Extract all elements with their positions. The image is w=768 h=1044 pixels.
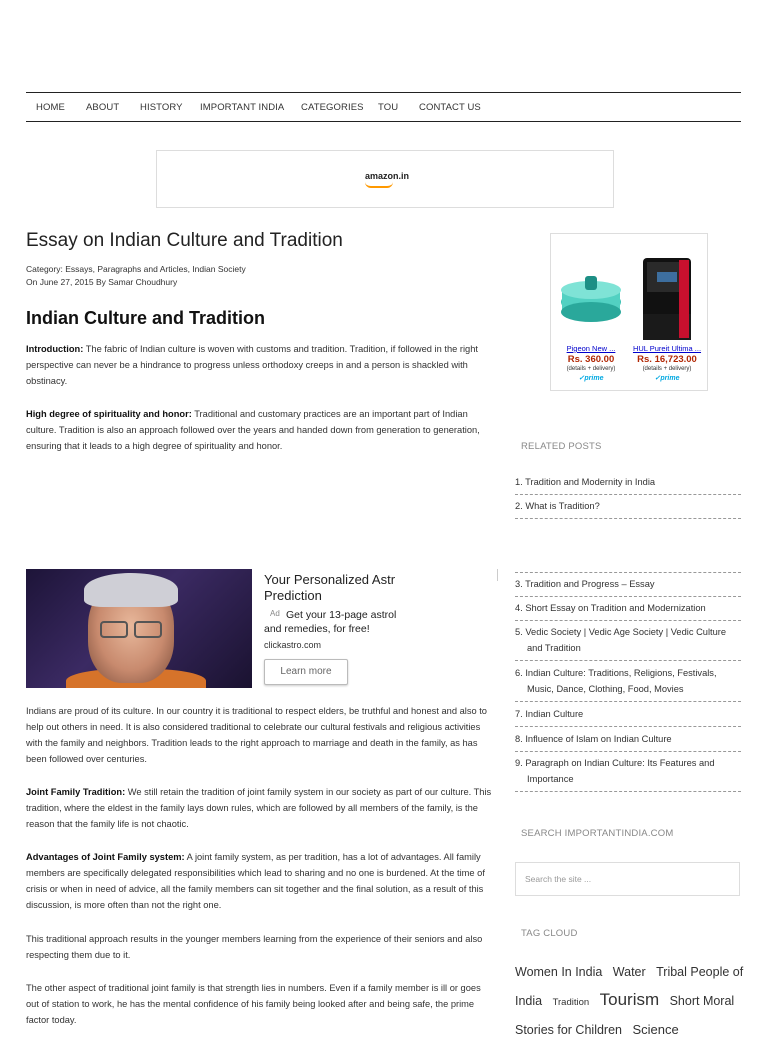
tag-link[interactable]: Science — [632, 1022, 679, 1037]
related-divider — [515, 572, 741, 573]
related-post-item[interactable]: 9. Paragraph on Indian Culture: Its Features and Importance — [515, 755, 741, 792]
tag-link[interactable]: Tradition — [552, 997, 590, 1008]
tag-cloud-heading: TAG CLOUD — [521, 928, 578, 939]
top-banner-ad[interactable] — [156, 150, 614, 208]
nav-contact-us[interactable]: CONTACT US — [419, 102, 481, 113]
paragraph-text: Indians are proud of its culture. In our country it is traditional to respect elders, be truthful and honest and also to help out others in need. It is also considered traditional to celebrate our cultural festivals and religious activities with the family and neighbors. Tradition leads to the right approach to marriage and death in the family, as has been followed over centuries. — [26, 706, 487, 764]
astrology-ad[interactable] — [26, 569, 496, 689]
amazon-logo: amazon.in — [365, 171, 410, 181]
related-post-item[interactable]: 1. Tradition and Modernity in India — [515, 474, 741, 495]
nav-important-india[interactable]: IMPORTANT INDIA — [200, 102, 285, 113]
chopper-image-icon — [559, 254, 623, 342]
product-purifier[interactable] — [631, 254, 703, 384]
tag-link[interactable]: Short Moral Stories for Children — [515, 994, 735, 1037]
paragraph-text: A joint family system, as per tradition, has a lot of advantages. All family members are specifically delegated responsibilities which lead to sharing and no one is burdened. At the time of crisis or when in need of advice, all the family members can sit together and the final solution, as a result of this discussion, is more often than not the right one. — [26, 852, 485, 910]
learn-more-button[interactable]: Learn more — [264, 659, 348, 685]
paragraph-indians-proud — [26, 703, 496, 767]
related-post-item[interactable]: 7. Indian Culture — [515, 706, 741, 727]
paragraph-text: This traditional approach results in the younger members learning from the experience of their seniors and also respecting them due to it. — [26, 934, 483, 960]
article-title: Essay on Indian Culture and Tradition — [26, 230, 343, 251]
product-price: Rs. 360.00 — [567, 354, 615, 365]
water-purifier-image-icon — [635, 254, 699, 342]
article-meta — [26, 263, 246, 289]
main-navigation — [26, 92, 741, 122]
article-subheading: Indian Culture and Tradition — [26, 308, 266, 328]
paragraph-text: The other aspect of traditional joint family is that strength lies in numbers. Even if a family member is ill or goes out of station to work, he has the mental confidence of his family being looked after and being safe, the prime factor today. — [26, 983, 481, 1025]
related-post-item[interactable]: 4. Short Essay on Tradition and Modernization — [515, 600, 741, 621]
product-name[interactable]: Pigeon New ... — [566, 344, 616, 353]
ad-description-line: and remedies, for free! — [264, 623, 370, 635]
paragraph-younger-members — [26, 931, 496, 963]
related-post-link[interactable]: Short Essay on Tradition and Modernization — [525, 603, 706, 613]
ad-badge: Ad — [270, 609, 280, 618]
product-name[interactable]: HUL Pureit Ultima ... — [632, 344, 702, 353]
search-input[interactable] — [515, 862, 740, 896]
related-post-link[interactable]: Indian Culture — [525, 709, 584, 719]
tag-link[interactable]: Water — [612, 965, 646, 979]
ad-description — [264, 608, 406, 636]
related-posts-heading: RELATED POSTS — [521, 441, 602, 452]
paragraph-spirituality — [26, 406, 496, 454]
related-post-link[interactable]: Vedic Society | Vedic Age Society | Vedic Culture and Tradition — [525, 627, 727, 653]
tag-cloud — [515, 958, 745, 1044]
ad-divider — [497, 569, 498, 581]
related-post-item[interactable]: 3. Tradition and Progress – Essay — [515, 576, 741, 597]
amazon-product-ad[interactable] — [550, 233, 708, 391]
paragraph-introduction — [26, 341, 496, 389]
ad-domain: clickastro.com — [264, 640, 322, 650]
category-label: Category: — [26, 264, 66, 274]
nav-about[interactable]: ABOUT — [86, 102, 120, 113]
paragraph-text: We still retain the tradition of joint family system in our society as part of our culture. This tradition, where the eldest in the family lays down rules, which are followed by all members of the family, is the reason that the family life is not chaotic. — [26, 787, 492, 829]
related-post-link[interactable]: Influence of Islam on Indian Culture — [525, 734, 672, 744]
related-post-item[interactable]: 6. Indian Culture: Traditions, Religions, Festivals, Music, Dance, Clothing, Food, Movies — [515, 665, 741, 702]
paragraph-text: Traditional and customary practices are an important part of Indian culture. Tradition is also an approach followed over the years and handed down from generation to generation, ensuring that it leads to a high degree of spirituality and honor. — [26, 409, 480, 451]
product-chopper[interactable] — [555, 254, 627, 384]
paragraph-lead: High degree of spirituality and honor: — [26, 409, 192, 419]
ad-headline-line: Prediction — [264, 588, 322, 603]
product-delivery[interactable]: (details + delivery) — [566, 366, 616, 372]
related-post-link[interactable]: What is Tradition? — [525, 501, 600, 511]
date-author-line: On June 27, 2015 By Samar Choudhury — [26, 277, 178, 287]
prime-badge: ✓prime — [654, 375, 680, 382]
category-links[interactable]: Essays, Paragraphs and Articles, Indian Society — [65, 264, 246, 274]
paragraph-lead: Joint Family Tradition: — [26, 787, 126, 797]
related-post-link[interactable]: Paragraph on Indian Culture: Its Features and Importance — [525, 758, 715, 784]
related-post-link[interactable]: Tradition and Progress – Essay — [525, 579, 655, 589]
prime-badge: ✓prime — [578, 375, 604, 382]
ad-headline[interactable] — [264, 572, 414, 604]
ad-headline-line: Your Personalized Astr — [264, 572, 396, 587]
nav-categories[interactable]: CATEGORIES — [301, 102, 364, 113]
paragraph-joint-family — [26, 784, 496, 832]
paragraph-text: The fabric of Indian culture is woven with customs and tradition. Tradition, if followed in the right perspective can never be a hindrance to progress unless orthodoxy creeps in and a person is shackled with obstinacy. — [26, 344, 478, 386]
nav-history[interactable]: HISTORY — [140, 102, 183, 113]
related-post-item[interactable]: 2. What is Tradition? — [515, 498, 741, 519]
ad-image-man[interactable] — [26, 569, 252, 688]
tag-link[interactable]: Tourism — [599, 990, 660, 1009]
related-post-item[interactable]: 8. Influence of Islam on Indian Culture — [515, 731, 741, 752]
amazon-smile-icon — [365, 182, 393, 188]
product-delivery[interactable]: (details + delivery) — [642, 366, 692, 372]
paragraph-lead: Introduction: — [26, 344, 84, 354]
related-post-link[interactable]: Indian Culture: Traditions, Religions, Festivals, Music, Dance, Clothing, Food, Movies — [525, 668, 717, 694]
paragraph-advantages — [26, 849, 496, 913]
related-post-item[interactable]: 5. Vedic Society | Vedic Age Society | Vedic Culture and Tradition — [515, 624, 741, 661]
paragraph-strength-numbers — [26, 980, 496, 1028]
search-heading: SEARCH IMPORTANTINDIA.COM — [521, 828, 674, 839]
paragraph-lead: Advantages of Joint Family system: — [26, 852, 185, 862]
tag-link[interactable]: Tribal People of India — [515, 965, 744, 1008]
tag-link[interactable]: Women In India — [515, 965, 603, 979]
nav-home[interactable]: HOME — [36, 102, 65, 113]
product-price: Rs. 16,723.00 — [637, 354, 697, 365]
nav-tou[interactable]: TOU — [378, 102, 399, 113]
ad-description-line: Get your 13-page astrol — [286, 609, 397, 621]
related-post-link[interactable]: Tradition and Modernity in India — [525, 477, 656, 487]
